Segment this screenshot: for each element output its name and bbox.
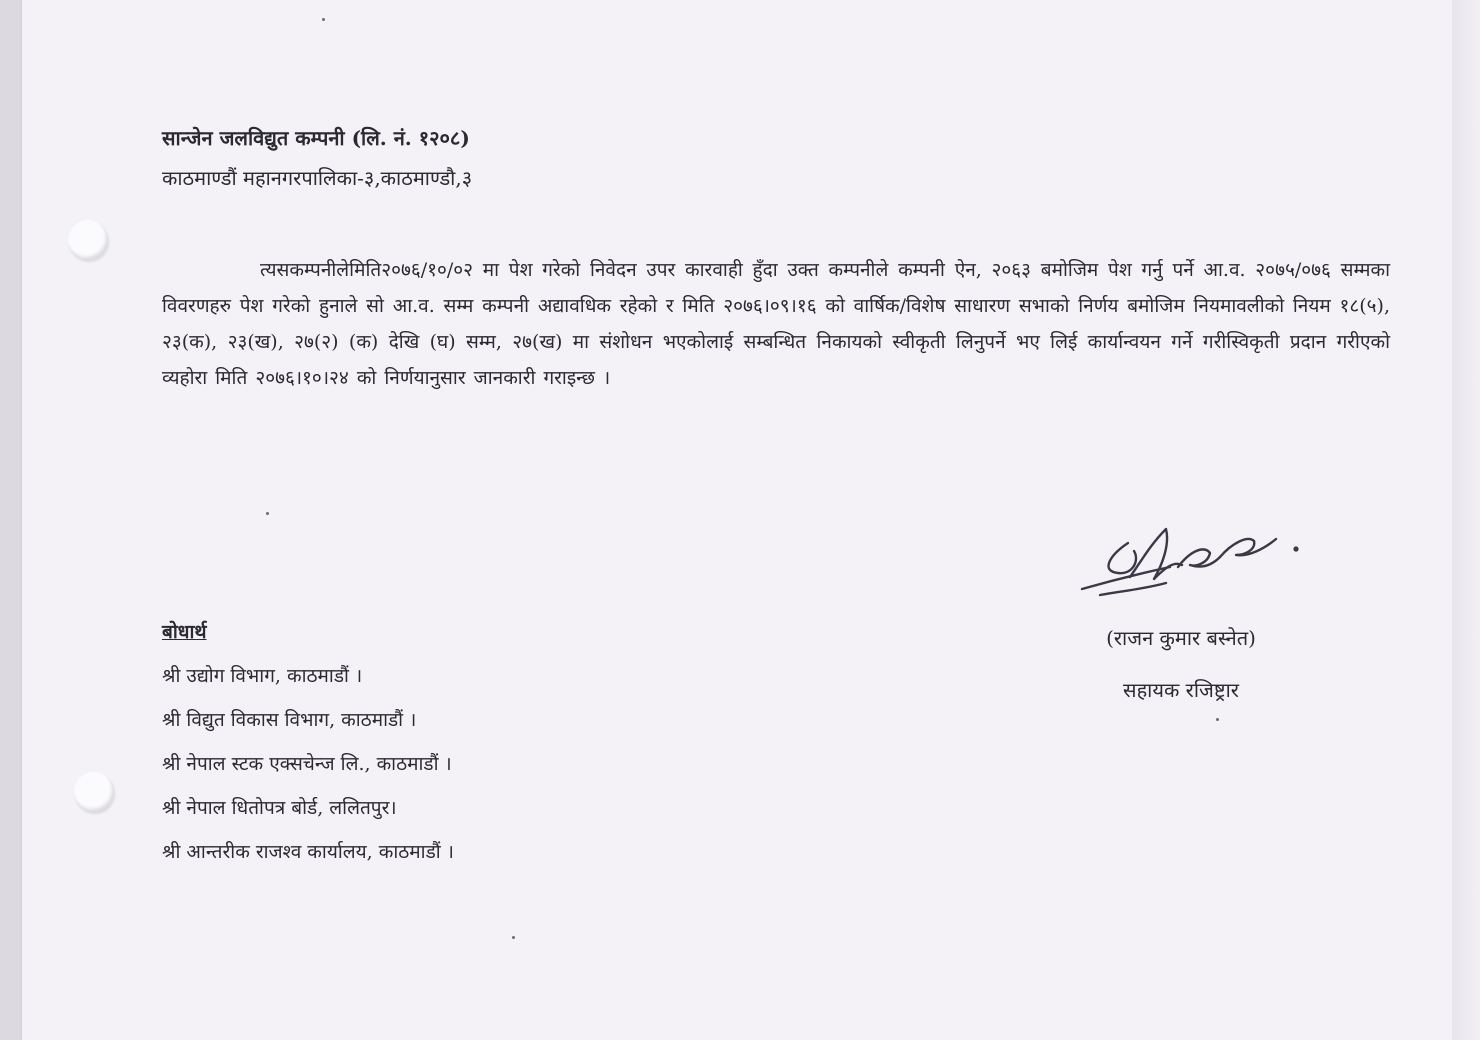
scan-speck [1216, 718, 1219, 721]
page-edge [1452, 0, 1480, 1040]
cc-heading: बोधार्थ [162, 621, 207, 643]
company-address: काठमाण्डौं महानगरपालिका-३,काठमाण्डौ,३ [162, 166, 473, 190]
signatory-title: सहायक रजिष्ट्रार [1123, 678, 1239, 702]
scan-speck [512, 936, 515, 939]
scan-speck [322, 18, 325, 21]
letter-body: त्यसकम्पनीलेमिति२०७६/१०/०२ मा पेश गरेको निवेदन उपर कारवाही हुँदा उक्त कम्पनीले कम्पनी ऐन, २०६३ बमोजिम पेश गर्नु पर्ने आ.व. २०७५/०७६ सम्मका विवरणहरु पेश गरेको हुनाले सो आ.व. सम्म कम्पनी अद्यावधिक रहेको र मिति २०७६।०९।१६ को वार्षिक/विशेष साधारण सभाको निर्णय बमोजिम नियमावलीको नियम १८(५), २३(क), २३(ख), २७(२) (क) देखि (घ) सम्म, २७(ख) मा संशोधन भएकोलाई सम्बन्धित निकायको स्वीकृती लिनुपर्ने भए लिई कार्यान्वयन गर्ने गरीस्विकृती प्रदान गरीएको व्यहोरा मिति २०७६।१०।२४ को निर्णयानुसार जानकारी गराइन्छ । [162, 259, 1390, 389]
cc-item: श्री उद्योग विभाग, काठमाडौं । [162, 665, 363, 687]
scan-speck [266, 512, 269, 515]
cc-item: श्री आन्तरीक राजश्व कार्यालय, काठमाडौं । [162, 841, 454, 863]
punch-hole-top [68, 220, 108, 260]
punch-hole-bottom [74, 772, 114, 812]
signatory-name: (राजन कुमार बस्नेत) [1106, 626, 1256, 650]
cc-item: श्री विद्युत विकास विभाग, काठमाडौं । [162, 709, 417, 731]
cc-list [162, 610, 454, 874]
addressee-block [162, 118, 472, 198]
cc-item: श्री नेपाल स्टक एक्सचेन्ज लि., काठमाडौं । [162, 753, 452, 775]
cc-item: श्री नेपाल धितोपत्र बोर्ड, ललितपुर। [162, 797, 397, 819]
company-name: सान्जेन जलविद्युत कम्पनी (लि. नं. १२०८) [162, 126, 470, 150]
handwritten-signature [1070, 515, 1310, 615]
signatory-block [1066, 612, 1296, 716]
